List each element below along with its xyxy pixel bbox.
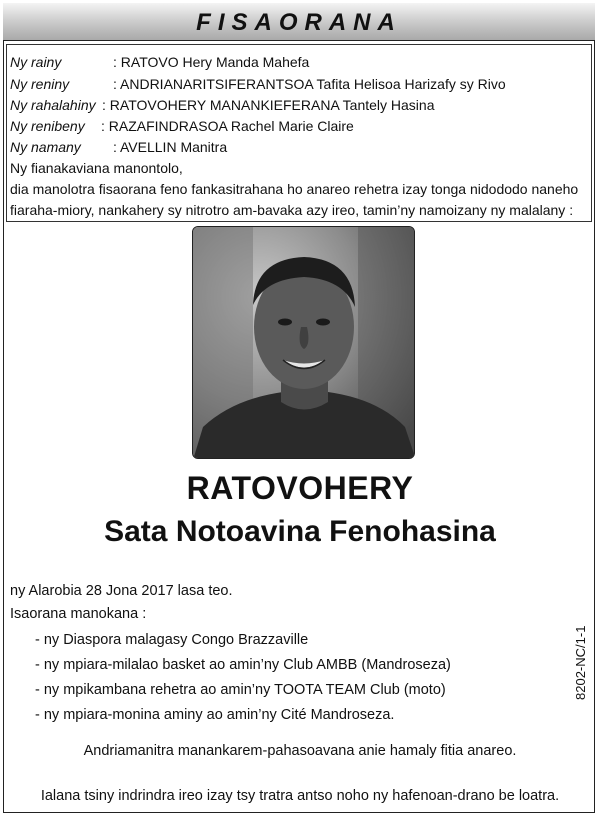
- intro-line: fiaraha-miory, nankahery sy nitrotro am-bavaka azy ireo, tamin’ny namoizany ny malalany :: [10, 202, 574, 218]
- deceased-given-names: Sata Notoavina Fenohasina: [104, 515, 496, 548]
- family-label: Ny rahalahiny: [10, 97, 96, 113]
- special-thanks-item: - ny mpikambana rehetra ao amin’ny TOOTA TEAM Club (moto): [35, 682, 446, 698]
- special-thanks-item: - ny mpiara-monina aminy ao amin’ny Cité Mandroseza.: [35, 707, 395, 723]
- family-label: Ny namany: [10, 139, 81, 155]
- apology-line: Ialana tsiny indrindra ireo izay tsy tratra antso noho ny hafenoan-drano be loatra.: [40, 788, 560, 804]
- deceased-surname: RATOVOHERY: [186, 470, 414, 506]
- reference-code: 8202-NC/1-1: [573, 625, 588, 700]
- family-value: : RAZAFINDRASOA Rachel Marie Claire: [101, 118, 354, 134]
- title-banner: [3, 3, 595, 41]
- family-value: : AVELLIN Manitra: [113, 139, 228, 155]
- family-label: Ny renibeny: [10, 118, 85, 134]
- intro-line: Ny fianakaviana manontolo,: [10, 160, 183, 176]
- special-thanks-title: Isaorana manokana :: [10, 606, 147, 622]
- portrait-image: [193, 227, 415, 459]
- portrait-photo: [192, 226, 415, 459]
- intro-line: dia manolotra fisaorana feno fankasitrahana ho anareo rehetra izay tonga nidododo naneho: [10, 181, 579, 197]
- family-label: Ny rainy: [10, 54, 62, 70]
- family-value: : RATOVOHERY MANANKIEFERANA Tantely Hasina: [102, 97, 435, 113]
- blessing-line: Andriamanitra manankarem-pahasoavana anie hamaly fitia anareo.: [83, 743, 517, 759]
- special-thanks-item: - ny mpiara-milalao basket ao amin’ny Club AMBB (Mandroseza): [35, 657, 451, 673]
- notice-title: FISAORANA: [196, 9, 402, 36]
- family-value: : RATOVO Hery Manda Mahefa: [113, 54, 310, 70]
- family-label: Ny reniny: [10, 76, 70, 92]
- special-thanks-item: - ny Diaspora malagasy Congo Brazzaville: [35, 632, 309, 648]
- family-value: : ANDRIANARITSIFERANTSOA Tafita Helisoa Harizafy sy Rivo: [113, 76, 506, 92]
- death-announcement: ny Alarobia 28 Jona 2017 lasa teo.: [10, 583, 233, 599]
- reference-code-wrapper: [573, 600, 587, 700]
